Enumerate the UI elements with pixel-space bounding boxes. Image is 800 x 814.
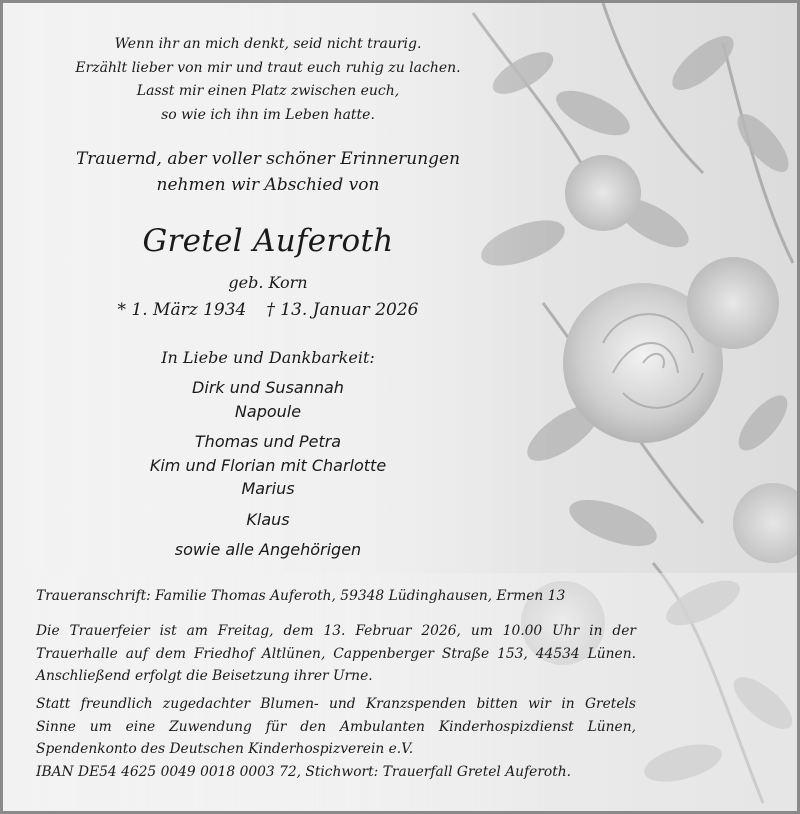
donation-line: Sinne um eine Zuwendung für den Ambulanten Kinderhospizdienst Lünen, [36,718,636,735]
mourner-group [43,508,493,532]
donation-info [36,693,636,783]
birth-name: geb. Korn [228,273,308,292]
death-date: † 13. Januar 2026 [266,300,419,320]
obituary-text [3,3,797,811]
mourner-name: Napoule [234,401,302,421]
ceremony-line: Die Trauerfeier ist am Freitag, dem 13. Februar 2026, um 10.00 Uhr in der [36,623,636,639]
poem-line: Erzählt lieber von mir und traut euch ruhig zu lachen. [75,59,461,76]
mourner-name: Dirk und Susannah [192,378,344,397]
poem-line: Lasst mir einen Platz zwischen euch, [136,83,400,99]
mourner-group [43,538,493,562]
ceremony-line: Trauerhalle auf dem Friedhof Altlünen, Cappenberger Straße 153, 44534 Lünen. [36,645,636,662]
mourner-name: Marius [241,479,295,498]
life-dates [43,297,493,323]
mourners-intro: In Liebe und Dankbarkeit: [161,348,375,367]
ceremony-line: Anschließend erfolgt die Beisetzung ihrer Urne. [36,668,373,684]
mourner-name: Thomas und Petra [194,432,342,451]
mourner-name: Kim und Florian mit Charlotte [149,455,387,475]
intro-line: nehmen wir Abschied von [156,175,380,195]
poem-line: Wenn ihr an mich denkt, seid nicht traurig. [114,36,422,52]
poem [43,33,493,127]
mourner-group [43,376,493,423]
mourner-group [43,430,493,501]
intro-line: Trauernd, aber voller schöner Erinnerungen [75,149,461,169]
mourning-address: Traueranschrift: Familie Thomas Auferoth, 59348 Lüdinghausen, Ermen 13 [36,588,566,604]
donation-iban: IBAN DE54 4625 0049 0018 0003 72, Stichwort: Trauerfall Gretel Auferoth. [36,763,572,780]
farewell-intro [43,146,493,198]
poem-line: so wie ich ihn im Leben hatte. [161,106,375,123]
mourner-name: sowie alle Angehörigen [174,540,362,559]
mourner-name: Klaus [246,509,290,529]
ceremony-info [36,620,636,688]
donation-line: Statt freundlich zugedachter Blumen- und Kranzspenden bitten wir in Gretels [36,696,636,712]
deceased-name: Gretel Auferoth [142,223,394,259]
mourners-list [43,376,493,569]
birth-date: * 1. März 1934 [117,300,247,320]
donation-line: Spendenkonto des Deutschen Kinderhospizverein e.V. [36,741,414,757]
